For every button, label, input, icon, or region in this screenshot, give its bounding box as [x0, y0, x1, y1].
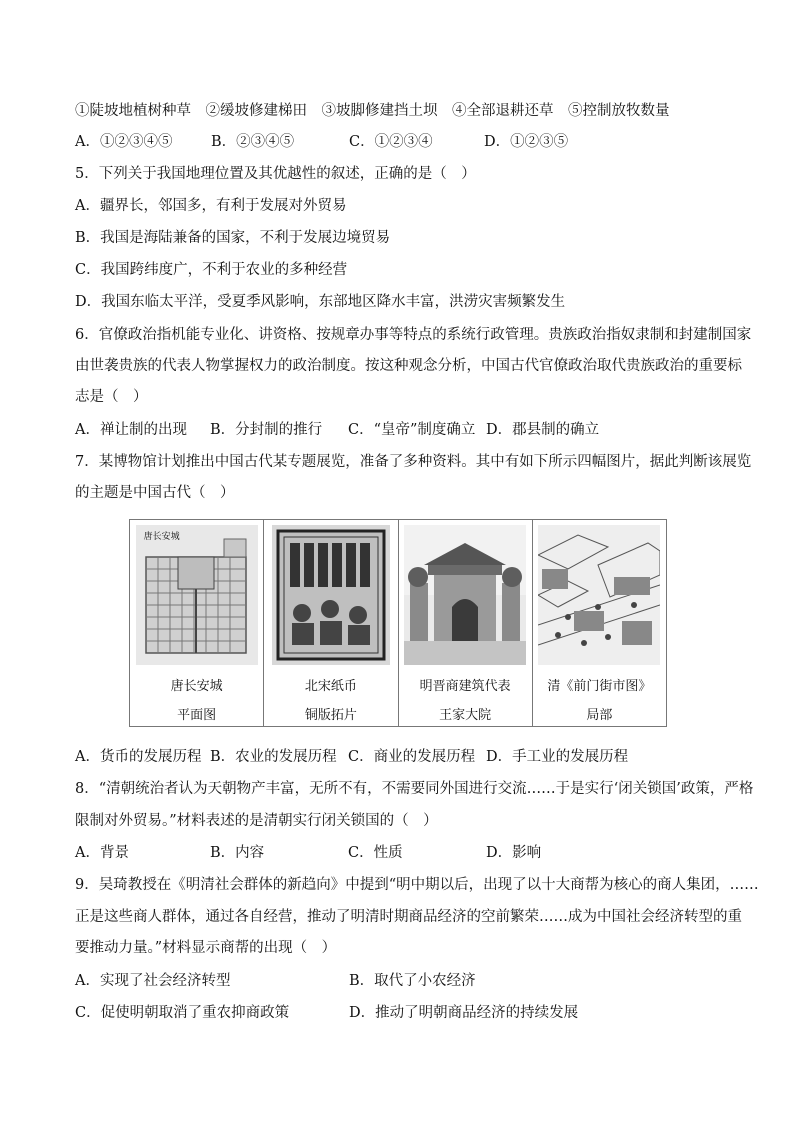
q8-stem-line-1: 8．“清朝统治者认为天朝物产丰富，无所不有，不需要同外国进行交流……于是实行‘闭关锁国’政策，严格 — [75, 781, 754, 797]
q8-option-a: A．背景 — [75, 845, 129, 861]
wang-compound-image — [404, 525, 526, 665]
q8-options — [75, 843, 541, 863]
q5-option-c: C．我国跨纬度广，不利于农业的多种经营 — [75, 262, 348, 278]
changan-map-grid — [136, 525, 258, 665]
q6-stem-line-3: 志是（ ） — [75, 389, 148, 405]
q7-figure-qianmen — [532, 520, 666, 726]
q9-option-c: C．促使明朝取消了重农抑商政策 — [75, 1005, 290, 1021]
q7-figure-table — [129, 519, 667, 727]
q9-options-row-1 — [75, 971, 476, 991]
q4-option-d: D．①②③⑤ — [484, 134, 569, 150]
q5-option-d: D．我国东临太平洋，受夏季风影响，东部地区降水丰富，洪涝灾害频繁发生 — [75, 294, 566, 310]
q9-option-a: A．实现了社会经济转型 — [75, 973, 231, 989]
q6-option-b: B．分封制的推行 — [210, 422, 323, 438]
q7-option-b: B．农业的发展历程 — [210, 749, 337, 765]
qianmen-caption-1: 清《前门街市图》 — [547, 679, 652, 694]
changan-caption-2: 平面图 — [177, 708, 217, 723]
changan-map-image — [136, 525, 258, 665]
q7-figure-changan — [130, 520, 263, 726]
q9-option-d: D．推动了明朝商品经济的持续发展 — [349, 1005, 579, 1021]
q6-stem-line-2: 由世袭贵族的代表人物掌握权力的政治制度。按这种观念分析，中国古代官僚政治取代贵族政治的重要标 — [75, 358, 742, 374]
q4-items: ①陡坡地植树种草 ②缓坡修建梯田 ③坡脚修建挡土坝 ④全部退耕还草 ⑤控制放牧数量 — [75, 103, 670, 119]
q6-options — [75, 420, 599, 440]
q7-stem-line-2: 的主题是中国古代（ ） — [75, 485, 235, 501]
q9-option-b: B．取代了小农经济 — [349, 973, 476, 989]
q7-figure-wang-compound — [398, 520, 532, 726]
wang-compound-building — [404, 525, 526, 665]
q7-option-a: A．货币的发展历程 — [75, 749, 202, 765]
q9-stem-line-1: 9．吴琦教授在《明清社会群体的新趋向》中提到“明中期以后，出现了以十大商帮为核心的商人集团，…… — [75, 877, 759, 893]
q5-option-b: B．我国是海陆兼备的国家，不利于发展边境贸易 — [75, 230, 391, 246]
q6-option-d: D．郡县制的确立 — [486, 422, 600, 438]
q7-option-d: D．手工业的发展历程 — [486, 749, 629, 765]
changan-map-title: 唐长安城 — [143, 532, 180, 542]
q8-option-c: C．性质 — [348, 845, 403, 861]
q7-stem-line-1: 7．某博物馆计划推出中国古代某专题展览，准备了多种资料。其中有如下所示四幅图片，据此判断该展览 — [75, 454, 752, 470]
paper-money-rubbing — [272, 525, 390, 665]
q9-options-row-2 — [75, 1003, 578, 1023]
wang-compound-caption-1: 明晋商建筑代表 — [419, 679, 511, 694]
q8-option-d: D．影响 — [486, 845, 542, 861]
qianmen-painting-image — [538, 525, 660, 665]
q8-option-b: B．内容 — [210, 845, 265, 861]
q6-option-c: C．“皇帝”制度确立 — [348, 422, 476, 438]
paper-money-rubbing-image — [272, 525, 390, 665]
q6-option-a: A．禅让制的出现 — [75, 422, 187, 438]
q7-option-c: C．商业的发展历程 — [348, 749, 476, 765]
q8-stem-line-2: 限制对外贸易。”材料表述的是清朝实行闭关锁国的（ ） — [75, 813, 438, 829]
qianmen-caption-2: 局部 — [586, 708, 613, 723]
q5-option-a: A．疆界长，邻国多，有利于发展对外贸易 — [75, 198, 347, 214]
wang-compound-caption-2: 王家大院 — [439, 708, 492, 723]
changan-caption-1: 唐长安城 — [170, 679, 223, 694]
q6-stem-line-1: 6．官僚政治指机能专业化、讲资格、按规章办事等特点的系统行政管理。贵族政治指奴隶制和封建制国家 — [75, 327, 752, 343]
q5-stem: 5．下列关于我国地理位置及其优越性的叙述，正确的是（ ） — [75, 166, 476, 182]
q4-options — [75, 132, 568, 152]
q4-option-a: A．①②③④⑤ — [75, 134, 173, 150]
q7-figure-paper-money — [263, 520, 397, 726]
q9-stem-line-2: 正是这些商人群体，通过各自经营，推动了明清时期商品经济的空前繁荣……成为中国社会经济转型的重 — [75, 909, 742, 925]
paper-money-caption-2: 铜版拓片 — [304, 708, 357, 723]
q9-stem-line-3: 要推动力量。”材料显示商帮的出现（ ） — [75, 940, 337, 956]
q7-options — [75, 747, 628, 767]
q4-option-b: B．②③④⑤ — [211, 134, 295, 150]
qianmen-street-scene — [538, 525, 660, 665]
paper-money-caption-1: 北宋纸币 — [304, 679, 357, 694]
q4-option-c: C．①②③④ — [349, 134, 433, 150]
